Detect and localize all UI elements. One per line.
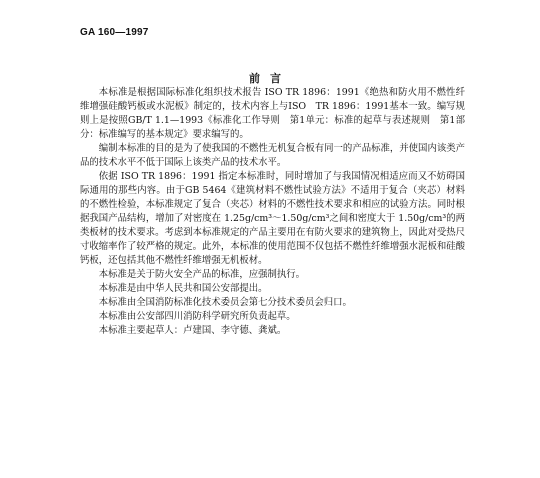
paragraph-proposer: 本标准是由中华人民共和国公安部提出。 (98, 283, 268, 294)
paragraph-purpose: 编制本标准的目的是为了使我国的不燃性无机复合板有同一的产品标准，并使国内该类产品的技术水平不低于国际上该类产品的技术水平。 (80, 143, 465, 168)
paragraph-additions: 依据 ISO TR 1896：1991 指定本标准时，同时增加了与我国情况相适应而又不妨碍国际通用的那些内容。由于GB 5464《建筑材料不燃性试验方法》不适用于复合（夹芯）材料的不燃性检验，本标准规定了复合（夹芯）材料的不燃性技术要求和相应的试验方法。同时根据我国产品结构，增加了对密度在 1.25g/cm³～1.50g/cm³之间和密度大于 1.50g/cm³的两类板材的技术要求。考虑到本标准规定的产品主要用在有防火要求的建筑物上，因此对受热尺寸收缩率作了较严格的规定。此外，本标准的使用范围不仅包括不燃性纤维增强水泥板和硅酸钙板，还包括其他不燃性纤维增强无机板材。 (80, 171, 465, 266)
section-title: 前言 (249, 72, 291, 85)
paragraph-mandatory: 本标准是关于防火安全产品的标准，应强制执行。 (98, 269, 306, 280)
body-text (80, 86, 465, 338)
paragraph-drafters: 本标准主要起草人：卢建国、李守德、龚斌。 (98, 325, 287, 336)
paragraph-committee: 本标准由全国消防标准化技术委员会第七分技术委员会归口。 (98, 297, 352, 308)
standard-code: GA 160—1997 (80, 27, 149, 38)
paragraph-drafting-unit: 本标准由公安部四川消防科学研究所负责起草。 (98, 311, 296, 322)
paragraph-basis: 本标准是根据国际标准化组织技术报告 ISO TR 1896：1991《绝热和防火用不燃性纤维增强硅酸钙板或水泥板》制定的，技术内容上与ISO TR 1896：1991基本一致。编写规则上是按照GB/T 1.1—1993《标准化工作导则 第1单元：标准的起草与表述规则 第1部分：标准编写的基本规定》要求编写的。 (80, 87, 465, 140)
